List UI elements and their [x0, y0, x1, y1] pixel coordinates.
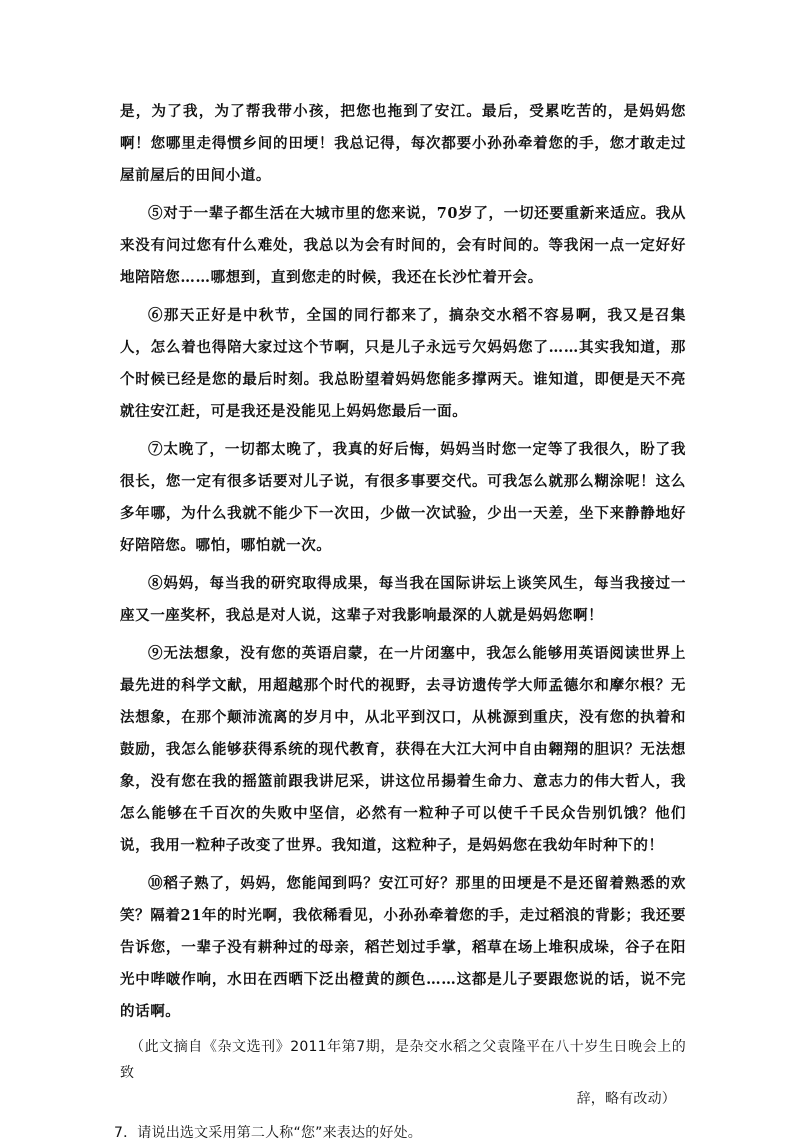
paragraph-10: ⑩稻子熟了，妈妈，您能闻到吗？安江可好？那里的田埂是不是还留着熟悉的欢笑？隔着21年的时光啊，我依稀看见，小孙孙牵着您的手，走过稻浪的背影；我还要告诉您，一辈子没有耕种过的母亲，稻芒划过手掌，稻草在场上堆积成垛，谷子在阳光中哔啵作响，水田在西晒下泛出橙黄的颜色……这都是儿子要跟您说的话，说不完的话啊。 [120, 875, 686, 1020]
paragraph-continuation: 是，为了我，为了帮我带小孩，把您也拖到了安江。最后，受累吃苦的，是妈妈您啊！您哪里走得惯乡间的田埂！我总记得，每次都要小孙孙牵着您的手，您才敢走过屋前屋后的田间小道。 [120, 103, 686, 184]
paragraph-7: ⑦太晚了，一切都太晚了，我真的好后悔，妈妈当时您一定等了我很久，盼了我很长，您一定有很多话要对儿子说，有很多事要交代。可我怎么就那么糊涂呢！这么多年哪，为什么我就不能少下一次田，少做一次试验，少出一天差，坐下来静静地好好陪陪您。哪怕，哪怕就一次。 [120, 441, 686, 554]
paragraph-6: ⑥那天正好是中秋节，全国的同行都来了，搞杂交水稻不容易啊，我又是召集人，怎么着也得陪大家过这个节啊，只是儿子永远亏欠妈妈您了……其实我知道，那个时候已经是您的最后时刻。我总盼望着妈妈您能多撑两天。谁知道，即便是天不亮就往安江赶，可是我还是没能见上妈妈您最后一面。 [120, 307, 686, 420]
article-body [120, 96, 686, 1028]
paragraph-5: ⑤对于一辈子都生活在大城市里的您来说，70岁了，一切还要重新来适应。我从来没有问过您有什么难处，我总以为会有时间的，会有时间的。等我闲一点一定好好地陪陪您……哪想到，直到您走的时候，我还在长沙忙着开会。 [120, 205, 686, 286]
source-note [120, 1034, 686, 1112]
source-note-line2: 辞，略有改动） [576, 1091, 676, 1107]
source-note-line1: （此文摘自《杂文选刊》2011年第7期，是杂交水稻之父袁隆平在八十岁生日晚会上的致 [120, 1039, 686, 1081]
question-7: 7．请说出选文采用第二人称“您”来表达的好处。 [114, 1125, 423, 1141]
paragraph-8: ⑧妈妈，每当我的研究取得成果，每当我在国际讲坛上谈笑风生，每当我接过一座又一座奖杯，我总是对人说，这辈子对我影响最深的人就是妈妈您啊！ [120, 575, 686, 624]
document-page [114, 96, 686, 1146]
paragraph-9: ⑨无法想象，没有您的英语启蒙，在一片闭塞中，我怎么能够用英语阅读世界上最先进的科学文献，用超越那个时代的视野，去寻访遗传学大师孟德尔和摩尔根？无法想象，在那个颠沛流离的岁月中，从北平到汉口，从桃源到重庆，没有您的执着和鼓励，我怎么能够获得系统的现代教育，获得在大江大河中自由翱翔的胆识？无法想象，没有您在我的摇篮前跟我讲尼采，讲这位吊揚着生命力、意志力的伟大哲人，我怎么能够在千百次的失败中坚信，必然有一粒种子可以使千千民众告别饥饿？他们说，我用一粒种子改变了世界。我知道，这粒种子，是妈妈您在我幼年时种下的！ [120, 645, 686, 854]
